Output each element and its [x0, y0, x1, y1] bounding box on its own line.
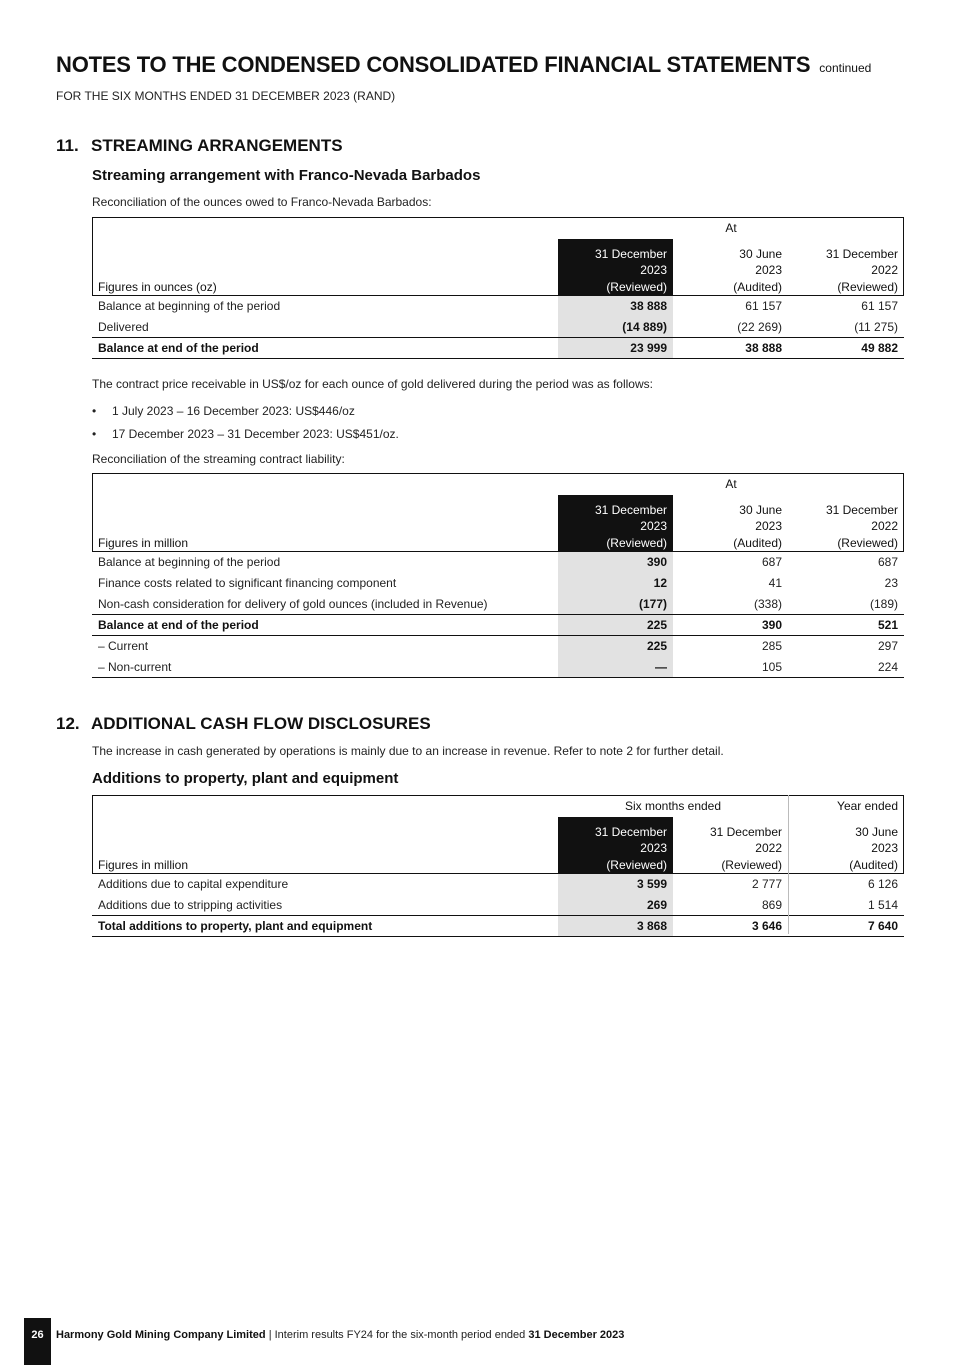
- table-total-row: [92, 916, 904, 937]
- group-header-at: At: [725, 221, 737, 236]
- table-group-header-row: [92, 796, 904, 817]
- column-header-3: 31 December 2022 (Reviewed): [825, 502, 898, 550]
- footer-separator: |: [268, 1329, 272, 1341]
- row-label: Balance at beginning of the period: [98, 555, 281, 570]
- table-row: [92, 594, 904, 615]
- note-11-intro: Reconciliation of the ounces owed to Franco-Nevada Barbados:: [92, 195, 432, 209]
- note-11-number: 11.: [56, 136, 79, 155]
- row-value-1: 3 599: [558, 874, 673, 895]
- column-header-1: 31 December 2023 (Reviewed): [558, 239, 673, 296]
- column-header-3: 31 December 2022 (Reviewed): [825, 246, 898, 294]
- row-value-3: 7 640: [788, 916, 904, 937]
- ppe-additions-table: [92, 795, 904, 937]
- ounces-reconciliation-table: [92, 217, 904, 359]
- row-value-2: 285: [761, 639, 782, 654]
- row-value-1: 12: [558, 573, 673, 594]
- note-12-number: 12.: [56, 714, 80, 733]
- row-value-2: 38 888: [673, 338, 788, 359]
- row-value-3: (189): [869, 596, 898, 611]
- row-value-1: —: [558, 657, 673, 678]
- table-row: [92, 573, 904, 594]
- row-value-2: 41: [768, 576, 782, 590]
- table-row: [92, 874, 904, 895]
- page-title-suffix: continued: [819, 61, 872, 75]
- row-value-2: (338): [753, 596, 782, 611]
- liability-reconciliation-table: [92, 473, 904, 678]
- row-value-1: 38 888: [558, 296, 673, 317]
- row-value-3: 23: [884, 576, 898, 590]
- note-12-title: ADDITIONAL CASH FLOW DISCLOSURES: [91, 714, 431, 733]
- row-value-3: 224: [877, 659, 898, 674]
- row-value-1: (177): [558, 594, 673, 615]
- footer-period: 31 December 2023: [528, 1329, 625, 1341]
- row-value-3: 6 126: [867, 877, 898, 892]
- footer-text: [56, 1329, 624, 1341]
- note-11-subheading: Streaming arrangement with Franco-Nevada Barbados: [92, 167, 481, 184]
- table-row: [92, 296, 904, 317]
- group-header-six-months: Six months ended: [624, 799, 722, 814]
- column-header-1: 31 December 2023 (Reviewed): [558, 817, 673, 874]
- column-header-3: 30 June 2023 (Audited): [849, 824, 898, 872]
- row-value-3: 1 514: [867, 897, 898, 912]
- table-header-row: [92, 239, 904, 296]
- column-header-label: Figures in million: [98, 857, 189, 872]
- page-subtitle: FOR THE SIX MONTHS ENDED 31 DECEMBER 2023 (RAND): [56, 89, 396, 103]
- column-header-2: 30 June 2023 (Audited): [733, 502, 782, 550]
- row-label: Additions due to capital expenditure: [98, 877, 289, 892]
- table-row: [92, 552, 904, 573]
- column-header-2: 30 June 2023 (Audited): [733, 246, 782, 294]
- page-title-text: NOTES TO THE CONDENSED CONSOLIDATED FINANCIAL STATEMENTS: [56, 52, 811, 77]
- row-value-3: (11 275): [854, 319, 898, 334]
- row-value-1: 225: [558, 636, 673, 657]
- bullet-dot: •: [92, 427, 97, 441]
- row-label: Finance costs related to significant financing component: [98, 576, 397, 590]
- footer-company: Harmony Gold Mining Company Limited: [56, 1329, 266, 1341]
- table-group-header-row: [92, 218, 904, 239]
- table-row: [92, 317, 904, 338]
- row-label: Additions due to stripping activities: [98, 897, 283, 912]
- note-12-intro: The increase in cash generated by operations is mainly due to an increase in revenue. Refer to note 2 for further detail.: [92, 744, 724, 758]
- row-label: Balance at end of the period: [92, 615, 558, 636]
- row-label: – Non-current: [98, 659, 172, 674]
- table-total-row: [92, 615, 904, 636]
- row-value-2: 390: [673, 615, 788, 636]
- row-value-1: (14 889): [558, 317, 673, 338]
- footer-description: Interim results FY24 for the six-month period ended: [274, 1329, 526, 1341]
- page-number-tab: [24, 1318, 51, 1365]
- row-label: Balance at end of the period: [92, 338, 558, 359]
- table-header-row: [92, 495, 904, 552]
- table-group-header-row: [92, 474, 904, 495]
- row-value-2: (22 269): [737, 319, 782, 334]
- table-row: [92, 636, 904, 657]
- bullet-item: [92, 404, 355, 418]
- group-header-at: At: [725, 477, 737, 492]
- table-header-row: [92, 817, 904, 874]
- row-label: Balance at beginning of the period: [98, 299, 281, 314]
- liability-intro: Reconciliation of the streaming contract liability:: [92, 452, 345, 466]
- row-value-3: 687: [877, 555, 898, 570]
- row-value-2: 869: [761, 897, 782, 912]
- row-value-2: 61 157: [745, 299, 782, 314]
- row-value-1: 23 999: [558, 338, 673, 359]
- bullet-dot: •: [92, 404, 97, 418]
- note-11-heading: [56, 136, 343, 156]
- note-11-title: STREAMING ARRANGEMENTS: [91, 136, 343, 155]
- note-12-subheading: Additions to property, plant and equipment: [92, 770, 399, 787]
- table-total-row: [92, 338, 904, 359]
- row-value-2: 3 646: [673, 916, 788, 937]
- price-intro: The contract price receivable in US$/oz for each ounce of gold delivered during the period was as follows:: [92, 377, 653, 391]
- row-label: Delivered: [98, 319, 149, 334]
- row-value-3: 61 157: [861, 299, 898, 314]
- page-number: 26: [31, 1329, 44, 1341]
- row-value-2: 2 777: [751, 877, 782, 892]
- row-label: Total additions to property, plant and equipment: [92, 916, 558, 937]
- row-value-2: 105: [761, 659, 782, 674]
- group-header-year: Year ended: [837, 799, 898, 814]
- row-value-1: 3 868: [558, 916, 673, 937]
- row-value-1: 390: [558, 552, 673, 573]
- bullet-text: 17 December 2023 – 31 December 2023: US$451/oz.: [112, 427, 399, 441]
- bullet-text: 1 July 2023 – 16 December 2023: US$446/oz: [112, 404, 355, 418]
- row-label: Non-cash consideration for delivery of gold ounces (included in Revenue): [98, 596, 488, 611]
- row-value-2: 687: [761, 555, 782, 570]
- row-value-1: 269: [558, 895, 673, 916]
- table-row: [92, 657, 904, 678]
- column-header-2: 31 December 2022 (Reviewed): [709, 824, 782, 872]
- row-value-3: 521: [788, 615, 904, 636]
- page-title: [56, 52, 871, 78]
- row-value-1: 225: [558, 615, 673, 636]
- row-value-3: 297: [877, 639, 898, 654]
- note-12-heading: [56, 714, 431, 734]
- table-row: [92, 895, 904, 916]
- column-header-label: Figures in ounces (oz): [98, 279, 217, 294]
- bullet-item: [92, 427, 399, 441]
- column-header-label: Figures in million: [98, 535, 189, 550]
- row-value-3: 49 882: [788, 338, 904, 359]
- row-label: – Current: [98, 639, 149, 654]
- column-header-1: 31 December 2023 (Reviewed): [558, 495, 673, 552]
